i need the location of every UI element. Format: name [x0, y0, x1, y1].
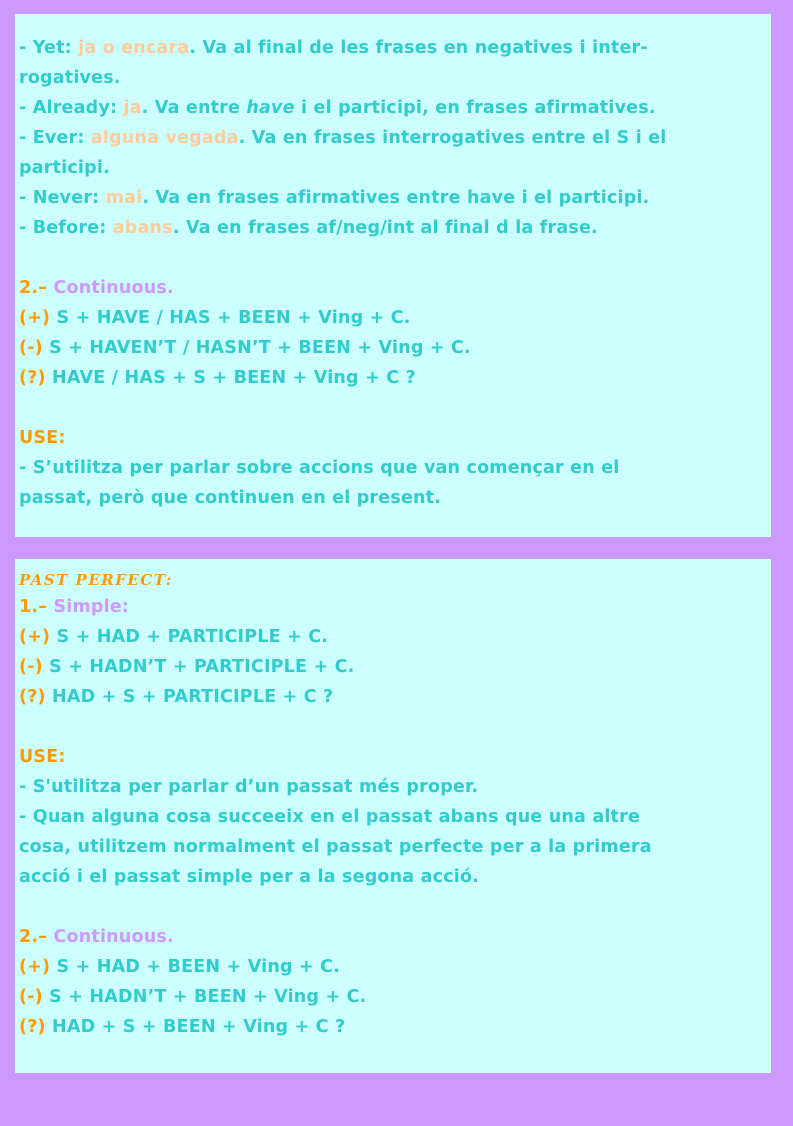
affirmative-formula: (+) S + HAVE / HAS + BEEN + Ving + C.	[19, 308, 411, 328]
use-line: acció i el passat simple per a la segona acció.	[19, 867, 480, 887]
yet-line-cont: rogatives.	[19, 68, 121, 88]
negative-formula: (-) S + HADN’T + BEEN + Ving + C.	[19, 987, 367, 1007]
have-italic: have	[246, 98, 295, 118]
affirmative-formula: (+) S + HAD + BEEN + Ving + C.	[19, 957, 341, 977]
use-line: - Quan alguna cosa succeeix en el passat abans que una altre	[19, 807, 641, 827]
use-line: - S’utilitza per parlar sobre accions que van començar en el	[19, 458, 620, 478]
negative-formula: (-) S + HAVEN’T / HASN’T + BEEN + Ving + C.	[19, 338, 471, 358]
past-perfect-panel	[15, 559, 771, 1073]
past-perfect-heading: PAST PERFECT:	[19, 571, 173, 589]
before-translation: abans	[112, 218, 173, 238]
never-line: - Never: mai. Va en frases afirmatives entre have i el participi.	[19, 188, 650, 208]
negative-formula: (-) S + HADN’T + PARTICIPLE + C.	[19, 657, 355, 677]
simple-heading: 1.– Simple:	[19, 597, 130, 617]
interrogative-formula: (?) HAVE / HAS + S + BEEN + Ving + C ?	[19, 368, 416, 388]
yet-translation: ja o encara	[78, 38, 190, 58]
use-heading: USE:	[19, 747, 66, 767]
never-translation: mai	[105, 188, 143, 208]
before-line: - Before: abans. Va en frases af/neg/int al final d la frase.	[19, 218, 598, 238]
continuous-heading: 2.– Continuous.	[19, 927, 174, 947]
ever-line: - Ever: alguna vegada. Va en frases interrogatives entre el S i el	[19, 128, 667, 148]
use-heading: USE:	[19, 428, 66, 448]
already-translation: ja	[123, 98, 142, 118]
interrogative-formula: (?) HAD + S + BEEN + Ving + C ?	[19, 1017, 346, 1037]
already-line: - Already: ja. Va entre have i el participi, en frases afirmatives.	[19, 98, 656, 118]
ever-translation: alguna vegada	[90, 128, 239, 148]
ever-line-cont: participi.	[19, 158, 110, 178]
continuous-heading: 2.– Continuous.	[19, 278, 174, 298]
yet-line: - Yet: ja o encara. Va al final de les frases en negatives i inter-	[19, 38, 648, 58]
present-perfect-panel	[15, 14, 771, 537]
use-line: passat, però que continuen en el present.	[19, 488, 442, 508]
use-line: - S'utilitza per parlar d’un passat més proper.	[19, 777, 479, 797]
interrogative-formula: (?) HAD + S + PARTICIPLE + C ?	[19, 687, 334, 707]
use-line: cosa, utilitzem normalment el passat perfecte per a la primera	[19, 837, 652, 857]
affirmative-formula: (+) S + HAD + PARTICIPLE + C.	[19, 627, 329, 647]
